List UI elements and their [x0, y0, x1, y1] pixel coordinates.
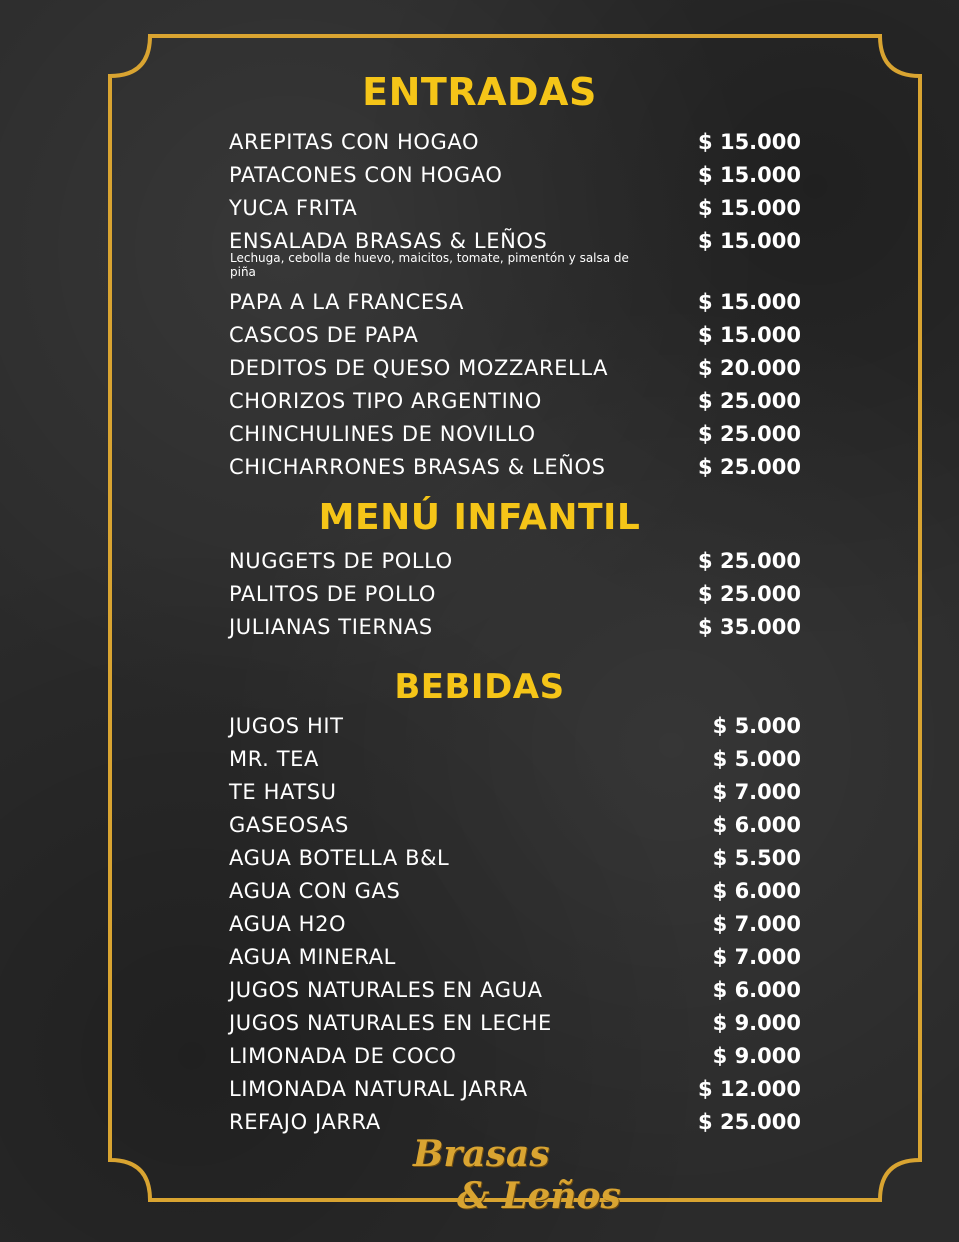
- item-name: REFAJO JARRA: [229, 1110, 381, 1134]
- menu-item: [229, 581, 801, 614]
- item-price: $ 15.000: [698, 130, 801, 154]
- item-price: $ 9.000: [712, 1044, 801, 1068]
- menu-item: [229, 1076, 801, 1109]
- menu-item: [229, 614, 801, 647]
- section-title-bebidas: BEBIDAS: [394, 667, 565, 707]
- item-name: NUGGETS DE POLLO: [229, 549, 453, 573]
- menu-item: [229, 322, 801, 355]
- item-name: JUGOS NATURALES EN AGUA: [229, 978, 543, 1002]
- item-name: GASEOSAS: [229, 813, 349, 837]
- item-price: $ 15.000: [698, 229, 801, 253]
- item-name: LIMONADA DE COCO: [229, 1044, 457, 1068]
- menu-item: [229, 812, 801, 845]
- item-name: MR. TEA: [229, 747, 319, 771]
- item-price: $ 9.000: [712, 1011, 801, 1035]
- item-price: $ 6.000: [712, 978, 801, 1002]
- item-name: PALITOS DE POLLO: [229, 582, 437, 606]
- item-price: $ 25.000: [698, 549, 801, 573]
- menu-item: [229, 1010, 801, 1043]
- item-price: $ 5.000: [712, 714, 801, 738]
- menu-item: [229, 388, 801, 421]
- item-name: AGUA BOTELLA B&L: [229, 846, 450, 870]
- logo-line-2: & Leños: [457, 1175, 621, 1217]
- menu-item: [229, 129, 801, 162]
- menu-item: [229, 746, 801, 779]
- item-name: TE HATSU: [229, 780, 337, 804]
- item-price: $ 25.000: [698, 1110, 801, 1134]
- item-name: CASCOS DE PAPA: [229, 323, 419, 347]
- item-name: JUGOS HIT: [229, 714, 344, 738]
- logo-line-1: Brasas: [413, 1133, 550, 1175]
- item-description: Lechuga, cebolla de huevo, maicitos, tomate, pimentón y salsa de piña: [230, 251, 629, 279]
- item-name: AGUA H2O: [229, 912, 347, 936]
- bebidas-list: [229, 713, 801, 1142]
- menu-item: [229, 355, 801, 388]
- item-name: DEDITOS DE QUESO MOZZARELLA: [229, 356, 609, 380]
- section-title-entradas: ENTRADAS: [362, 70, 597, 114]
- menu-item: [229, 162, 801, 195]
- menu-item: [229, 454, 801, 487]
- item-price: $ 25.000: [698, 455, 801, 479]
- item-price: $ 25.000: [698, 389, 801, 413]
- entradas-list: [229, 129, 801, 487]
- menu-infantil-list: [229, 548, 801, 647]
- menu-item: [229, 878, 801, 911]
- menu-item: [229, 289, 801, 322]
- menu-item: [229, 195, 801, 228]
- item-name: JUGOS NATURALES EN LECHE: [229, 1011, 552, 1035]
- menu-item: [229, 713, 801, 746]
- item-name: CHICHARRONES BRASAS & LEÑOS: [229, 455, 606, 479]
- menu-item: [229, 977, 801, 1010]
- item-price: $ 15.000: [698, 163, 801, 187]
- item-price: $ 5.500: [712, 846, 801, 870]
- item-price: $ 15.000: [698, 323, 801, 347]
- item-name: CHORIZOS TIPO ARGENTINO: [229, 389, 542, 413]
- item-name: CHINCHULINES DE NOVILLO: [229, 422, 536, 446]
- item-price: $ 7.000: [712, 945, 801, 969]
- item-price: $ 25.000: [698, 582, 801, 606]
- item-price: $ 6.000: [712, 879, 801, 903]
- item-price: $ 15.000: [698, 290, 801, 314]
- item-name: ENSALADA BRASAS & LEÑOS: [229, 229, 548, 253]
- menu-item: [229, 845, 801, 878]
- item-price: $ 15.000: [698, 196, 801, 220]
- item-name: YUCA FRITA: [229, 196, 358, 220]
- menu-item: [229, 421, 801, 454]
- menu-item: [229, 944, 801, 977]
- item-price: $ 25.000: [698, 422, 801, 446]
- item-name: AGUA MINERAL: [229, 945, 396, 969]
- item-name: AREPITAS CON HOGAO: [229, 130, 480, 154]
- item-name: PAPA A LA FRANCESA: [229, 290, 465, 314]
- item-price: $ 35.000: [698, 615, 801, 639]
- menu-item: [229, 779, 801, 812]
- item-name: PATACONES CON HOGAO: [229, 163, 503, 187]
- menu-item: [229, 1043, 801, 1076]
- item-price: $ 5.000: [712, 747, 801, 771]
- menu-item: [229, 548, 801, 581]
- item-price: $ 7.000: [712, 780, 801, 804]
- item-price: $ 6.000: [712, 813, 801, 837]
- menu-item: [229, 228, 801, 289]
- item-name: AGUA CON GAS: [229, 879, 401, 903]
- brand-logo: [405, 1128, 625, 1224]
- item-price: $ 20.000: [698, 356, 801, 380]
- item-price: $ 12.000: [698, 1077, 801, 1101]
- menu-item: [229, 911, 801, 944]
- item-name: JULIANAS TIERNAS: [229, 615, 433, 639]
- item-name: LIMONADA NATURAL JARRA: [229, 1077, 528, 1101]
- section-title-menu-infantil: MENÚ INFANTIL: [318, 497, 641, 538]
- item-price: $ 7.000: [712, 912, 801, 936]
